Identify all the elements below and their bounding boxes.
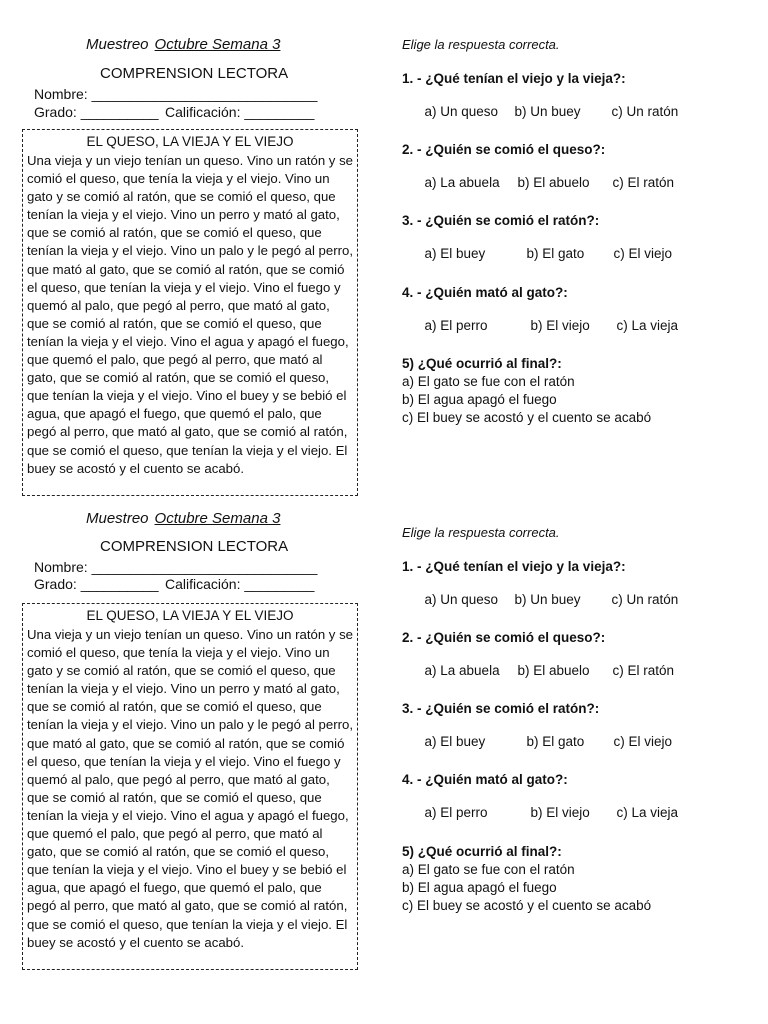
subtitle: COMPRENSION LECTORA	[100, 538, 289, 555]
grade-field[interactable]: Grado: __________	[34, 576, 159, 592]
name-field[interactable]: Nombre: _____________________________	[34, 559, 318, 575]
worksheet-header	[86, 36, 280, 53]
option-a[interactable]: a) El buey	[424, 734, 486, 749]
question-text: 1. - ¿Qué tenían el viejo y la vieja?:	[402, 559, 626, 574]
header-prefix: Muestreo	[86, 510, 149, 527]
option-b[interactable]: b) El gato	[526, 246, 585, 261]
option-c[interactable]: c) La vieja	[616, 805, 679, 820]
question-4	[402, 285, 679, 333]
option-a[interactable]: a) El buey	[424, 246, 486, 261]
option-a[interactable]: a) El perro	[424, 318, 488, 333]
option-b[interactable]: b) El abuelo	[517, 175, 590, 190]
story-text: Una vieja y un viejo tenían un queso. Vino un ratón y se comió el queso, que tenía la vieja y el viejo. Vino un gato y se comió al ratón, que se comió el queso, que tenían la vieja y el viejo. Vino un perro y mató al gato, que se comió al ratón, que se comió el queso, que tenían la vieja y el viejo. Vino un palo y le pegó al perro, que mató al gato, que se comió al ratón, que se comió el queso, que tenían la vieja y el viejo. Vino el fuego y quemó al palo, que pegó al perro, que mató al gato, que se comió al ratón, que se comió el queso, que tenían la vieja y el viejo. Vino el agua y apagó el fuego, que quemó el palo, que pegó al perro, que mató al gato, que se comió al ratón, que se comió el queso, que tenían la vieja y el viejo. Vino el buey y se bebió el agua, que apagó el fuego, que quemó el palo, que pegó al perro, que mató al gato, que se comió al ratón, que se comió el queso, que tenían la vieja y el viejo. El buey se acostó y el cuento se acabó.	[27, 627, 353, 950]
instruction: Elige la respuesta correcta.	[402, 37, 560, 52]
option-c[interactable]: c) El ratón	[612, 663, 675, 678]
option-c[interactable]: c) El buey se acostó y el cuento se acabó	[402, 410, 652, 425]
score-field[interactable]: Calificación: _________	[165, 576, 315, 592]
option-c[interactable]: c) El ratón	[612, 175, 675, 190]
header-prefix: Muestreo	[86, 36, 149, 53]
instruction: Elige la respuesta correcta.	[402, 525, 560, 540]
option-c[interactable]: c) La vieja	[616, 318, 679, 333]
option-a[interactable]: a) Un queso	[424, 592, 499, 607]
option-b[interactable]: b) Un buey	[514, 104, 581, 119]
question-text: 2. - ¿Quién se comió el queso?:	[402, 142, 606, 157]
option-c[interactable]: c) Un ratón	[611, 104, 679, 119]
option-a[interactable]: a) El gato se fue con el ratón	[402, 862, 575, 877]
option-b[interactable]: b) El gato	[526, 734, 585, 749]
option-b[interactable]: b) El agua apagó el fuego	[402, 392, 557, 407]
option-b[interactable]: b) El agua apagó el fuego	[402, 880, 557, 895]
question-3	[402, 213, 673, 261]
question-text: 3. - ¿Quién se comió el ratón?:	[402, 213, 600, 228]
name-field[interactable]: Nombre: _____________________________	[34, 86, 318, 102]
question-text: 5) ¿Qué ocurrió al final?:	[402, 356, 562, 371]
option-a[interactable]: a) El perro	[424, 805, 488, 820]
score-field[interactable]: Calificación: _________	[165, 104, 315, 120]
worksheet-header	[86, 510, 280, 527]
question-text: 5) ¿Qué ocurrió al final?:	[402, 844, 562, 859]
option-b[interactable]: b) El viejo	[530, 318, 590, 333]
story-title: EL QUESO, LA VIEJA Y EL VIEJO	[86, 608, 294, 623]
option-b[interactable]: b) El abuelo	[517, 663, 590, 678]
option-a[interactable]: a) La abuela	[424, 175, 500, 190]
story-title: EL QUESO, LA VIEJA Y EL VIEJO	[86, 134, 294, 149]
question-2	[402, 142, 675, 190]
question-1	[402, 71, 679, 119]
question-4	[402, 772, 679, 820]
question-5	[402, 356, 651, 428]
question-text: 4. - ¿Quién mató al gato?:	[402, 772, 568, 787]
option-b[interactable]: b) El viejo	[530, 805, 590, 820]
option-a[interactable]: a) Un queso	[424, 104, 499, 119]
story-box	[22, 129, 358, 496]
worksheet-top	[0, 0, 768, 500]
story-text: Una vieja y un viejo tenían un queso. Vino un ratón y se comió el queso, que tenía la vieja y el viejo. Vino un gato y se comió al ratón, que se comió el queso, que tenían la vieja y el viejo. Vino un perro y mató al gato, que se comió al ratón, que se comió el queso, que tenían la vieja y el viejo. Vino un palo y le pegó al perro, que mató al gato, que se comió al ratón, que se comió el queso, que tenían la vieja y el viejo. Vino el fuego y quemó al palo, que pegó al perro, que mató al gato, que se comió al ratón, que se comió el queso, que tenían la vieja y el viejo. Vino el agua y apagó el fuego, que quemó el palo, que pegó al perro, que mató al gato, que se comió al ratón, que se comió el queso, que tenían la vieja y el viejo. Vino el buey y se bebió el agua, que apagó el fuego, que quemó el palo, que pegó al perro, que mató al gato, que se comió al ratón, que se comió el queso, que tenían la vieja y el viejo. El buey se acostó y el cuento se acabó.	[27, 153, 353, 476]
question-1	[402, 559, 679, 607]
question-2	[402, 630, 675, 678]
header-period: Octubre Semana 3	[154, 36, 281, 53]
question-text: 2. - ¿Quién se comió el queso?:	[402, 630, 606, 645]
question-5	[402, 844, 651, 916]
option-b[interactable]: b) Un buey	[514, 592, 581, 607]
grade-field[interactable]: Grado: __________	[34, 104, 159, 120]
question-text: 1. - ¿Qué tenían el viejo y la vieja?:	[402, 71, 626, 86]
subtitle: COMPRENSION LECTORA	[100, 65, 289, 82]
option-c[interactable]: c) El viejo	[613, 246, 673, 261]
worksheet-bottom	[0, 474, 768, 974]
option-c[interactable]: c) El viejo	[613, 734, 673, 749]
question-3	[402, 701, 673, 749]
header-period: Octubre Semana 3	[154, 510, 281, 527]
question-text: 4. - ¿Quién mató al gato?:	[402, 285, 568, 300]
question-text: 3. - ¿Quién se comió el ratón?:	[402, 701, 600, 716]
option-c[interactable]: c) Un ratón	[611, 592, 679, 607]
option-a[interactable]: a) La abuela	[424, 663, 500, 678]
option-a[interactable]: a) El gato se fue con el ratón	[402, 374, 575, 389]
story-box	[22, 603, 358, 970]
option-c[interactable]: c) El buey se acostó y el cuento se acabó	[402, 898, 652, 913]
